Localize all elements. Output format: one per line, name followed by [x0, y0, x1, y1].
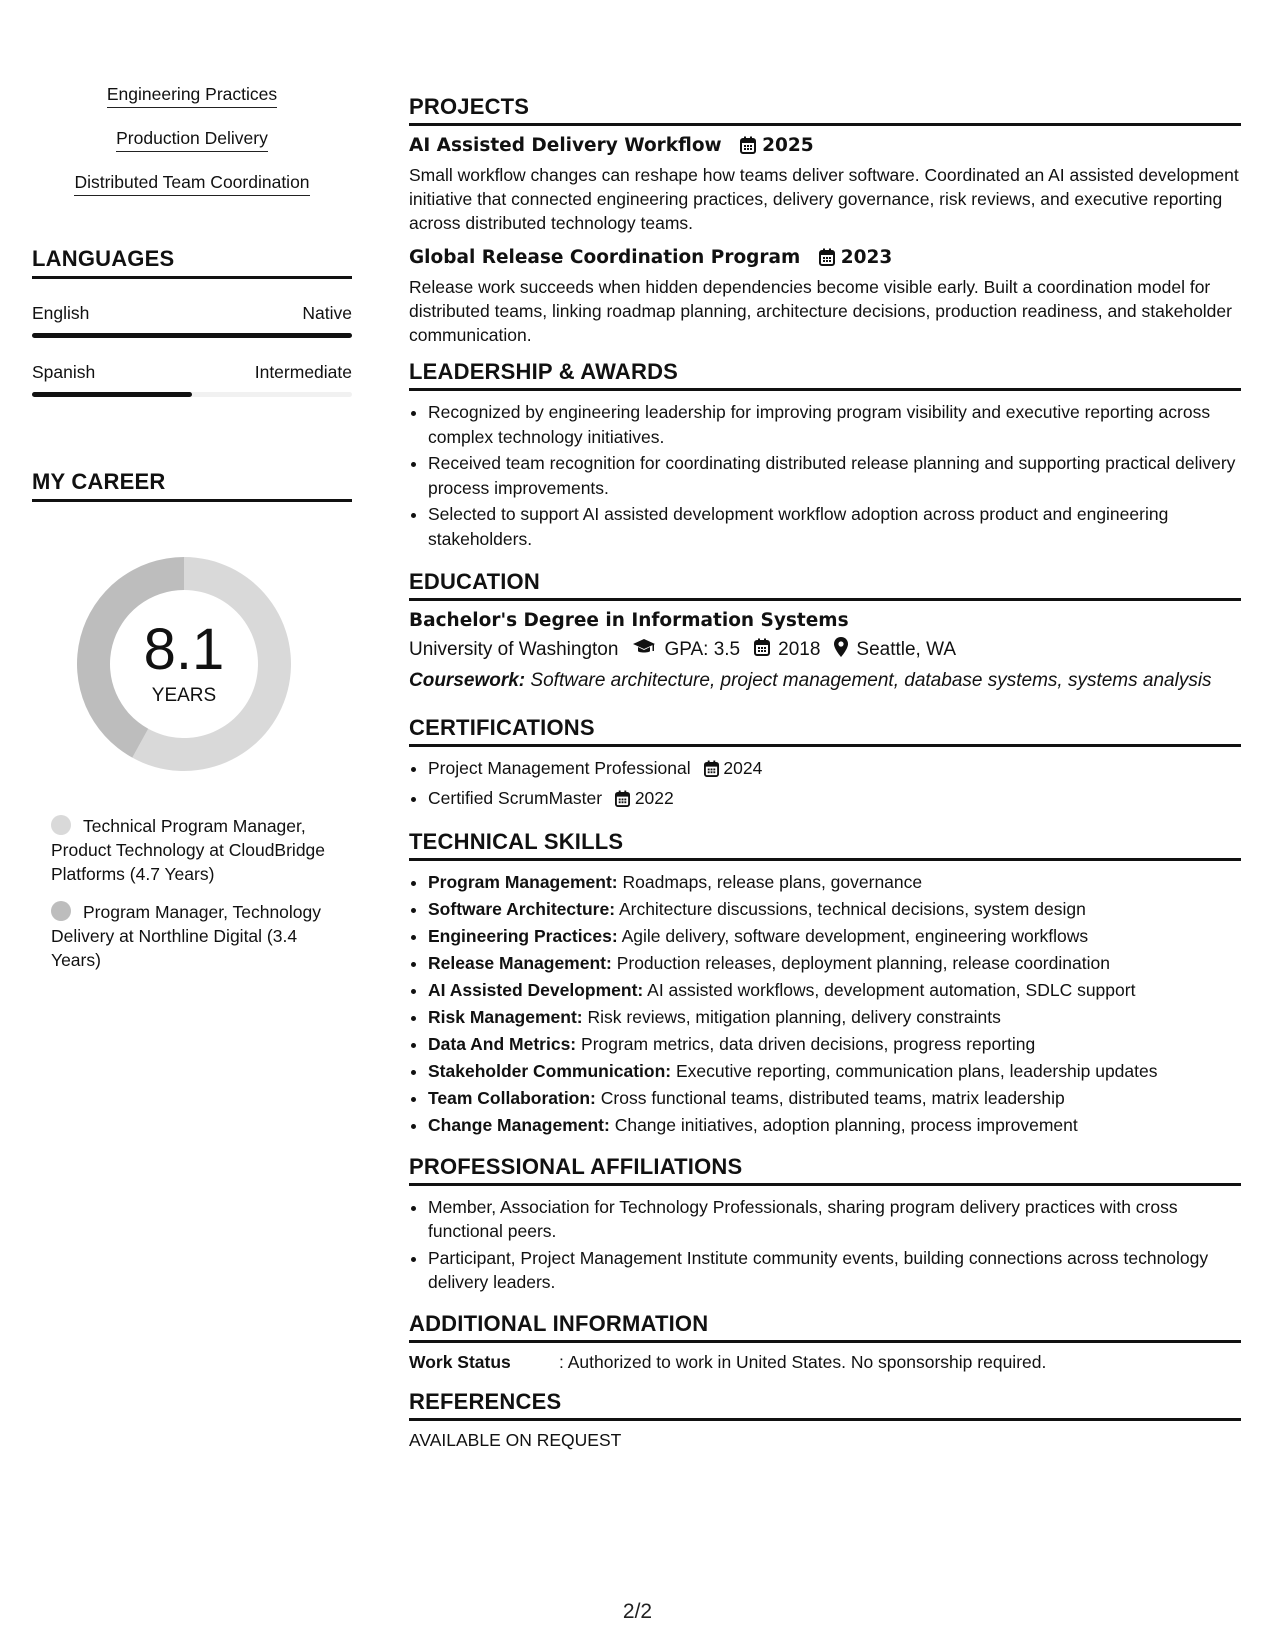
project-item — [409, 247, 1241, 347]
list-item — [428, 1032, 1241, 1057]
page-number: 2/2 — [622, 1600, 653, 1623]
calendar-icon — [704, 759, 719, 784]
education-section — [409, 569, 1241, 693]
career-center-label — [64, 544, 304, 784]
career-legend — [51, 814, 336, 972]
certification-name: Certified ScrumMaster — [428, 787, 603, 808]
language-item — [32, 303, 352, 338]
calendar-icon — [615, 789, 630, 814]
languages-section — [32, 246, 352, 397]
skill-value: Cross functional teams, distributed teams, matrix leadership — [600, 1088, 1065, 1108]
legend-dot — [51, 815, 71, 835]
language-name: Spanish — [32, 362, 96, 382]
interest-item: Distributed Team Coordination — [74, 172, 309, 196]
list-item — [428, 1005, 1241, 1030]
skill-label: Software Architecture: — [428, 899, 616, 919]
skill-label: Stakeholder Communication: — [428, 1061, 672, 1081]
left-column — [32, 84, 352, 986]
list-item — [428, 897, 1241, 922]
list-item — [428, 1086, 1241, 1111]
education-title: EDUCATION — [409, 569, 1241, 601]
education-coursework — [409, 669, 1241, 693]
education-meta — [409, 637, 1241, 663]
skill-value: Roadmaps, release plans, governance — [622, 872, 923, 892]
location-pin-icon — [834, 637, 848, 663]
certifications-title: CERTIFICATIONS — [409, 715, 1241, 747]
affiliations-section — [409, 1154, 1241, 1295]
skill-label: Change Management: — [428, 1115, 610, 1135]
list-item: • Participant, Project Management Institute community events, building connections across technology delivery leaders. — [428, 1246, 1241, 1295]
projects-title: PROJECTS — [409, 94, 1241, 126]
language-bar-fill — [32, 333, 352, 338]
leadership-section — [409, 359, 1241, 551]
skill-label: Engineering Practices: — [428, 926, 618, 946]
leadership-list — [409, 400, 1241, 551]
references-section — [409, 1389, 1241, 1451]
skill-value: Risk reviews, mitigation planning, delivery constraints — [587, 1007, 1001, 1027]
career-title: MY CAREER — [32, 469, 352, 502]
education-location: Seattle, WA — [856, 639, 957, 660]
skills-section — [409, 829, 1241, 1138]
list-item: • Member, Association for Technology Professionals, sharing program delivery practices with cross functional peers. — [428, 1195, 1241, 1244]
legend-item — [51, 900, 336, 972]
career-donut-chart — [64, 544, 304, 784]
references-title: REFERENCES — [409, 1389, 1241, 1421]
calendar-icon — [754, 638, 770, 662]
list-item — [428, 756, 1241, 784]
skill-label: Program Management: — [428, 872, 618, 892]
skill-value: Executive reporting, communication plans, leadership updates — [675, 1061, 1158, 1081]
language-name: English — [32, 303, 90, 323]
education-gpa: GPA: 3.5 — [664, 639, 741, 660]
education-school: University of Washington — [409, 639, 619, 660]
certifications-section — [409, 715, 1241, 813]
graduation-cap-icon — [632, 638, 656, 662]
certification-name: Project Management Professional — [428, 758, 691, 778]
coursework-text: Software architecture, project management, database systems, systems analysis — [530, 670, 1212, 691]
languages-title: LANGUAGES — [32, 246, 352, 279]
list-item — [428, 1059, 1241, 1084]
project-description: Small workflow changes can reshape how teams deliver software. Coordinated an AI assisted development initiative that connected engineering practices, delivery governance, risk reviews, and executive reporting across distributed technology teams. — [409, 165, 1239, 233]
list-item — [428, 786, 1241, 814]
project-year: 2023 — [840, 247, 893, 268]
additional-section — [409, 1311, 1241, 1373]
work-status-key: Work Status — [409, 1351, 511, 1372]
skill-value: Change initiatives, adoption planning, process improvement — [614, 1115, 1078, 1135]
legend-label: Technical Program Manager, Product Technology at CloudBridge Platforms (4.7 Years) — [51, 816, 326, 884]
skill-label: Data And Metrics: — [428, 1034, 577, 1054]
skill-value: Program metrics, data driven decisions, progress reporting — [581, 1034, 1036, 1054]
right-column — [409, 94, 1241, 1463]
skill-value: Production releases, deployment planning, release coordination — [616, 953, 1110, 973]
career-section — [32, 469, 352, 972]
skill-label: AI Assisted Development: — [428, 980, 644, 1000]
projects-section — [409, 94, 1241, 347]
affiliations-list — [409, 1195, 1241, 1295]
project-name: AI Assisted Delivery Workflow — [409, 135, 722, 156]
list-item: • Received team recognition for coordinating distributed release planning and supporting practical delivery process improvements. — [428, 451, 1241, 500]
references-text: AVAILABLE ON REQUEST — [409, 1429, 622, 1450]
affiliations-title: PROFESSIONAL AFFILIATIONS — [409, 1154, 1241, 1186]
list-item — [428, 951, 1241, 976]
list-item — [428, 870, 1241, 895]
skills-title: TECHNICAL SKILLS — [409, 829, 1241, 861]
list-item — [428, 924, 1241, 949]
skill-value: Agile delivery, software development, engineering workflows — [621, 926, 1089, 946]
legend-label: Program Manager, Technology Delivery at Northline Digital (3.4 Years) — [51, 902, 322, 970]
interest-item: Production Delivery — [116, 128, 268, 152]
language-level: Native — [302, 303, 352, 323]
language-bar-track — [32, 333, 352, 338]
calendar-icon — [819, 248, 835, 271]
project-description: Release work succeeds when hidden dependencies become visible early. Built a coordination model for distributed teams, linking roadmap planning, architecture decisions, production readiness, and stakeholder communication. — [409, 277, 1232, 345]
certification-year: 2024 — [723, 758, 763, 778]
calendar-icon — [740, 136, 756, 159]
legend-item — [51, 814, 336, 886]
skill-label: Team Collaboration: — [428, 1088, 596, 1108]
language-item — [32, 362, 352, 397]
list-item: • Selected to support AI assisted development workflow adoption across product and engineering stakeholders. — [428, 502, 1241, 551]
skill-value: Architecture discussions, technical decisions, system design — [618, 899, 1086, 919]
project-item — [409, 135, 1241, 235]
career-total: 8.1 — [143, 617, 225, 682]
work-status-row — [409, 1352, 1241, 1373]
certifications-list — [409, 756, 1241, 813]
skill-value: AI assisted workflows, development automation, SDLC support — [647, 980, 1136, 1000]
interests-list — [32, 84, 352, 216]
skill-label: Risk Management: — [428, 1007, 583, 1027]
skills-list — [409, 870, 1241, 1138]
interest-item: Engineering Practices — [107, 84, 277, 108]
language-level: Intermediate — [254, 362, 352, 382]
coursework-label: Coursework: — [409, 670, 526, 691]
education-degree: Bachelor's Degree in Information Systems — [409, 610, 849, 631]
career-unit: YEARS — [151, 685, 217, 706]
additional-title: ADDITIONAL INFORMATION — [409, 1311, 1241, 1343]
list-item: • Recognized by engineering leadership for improving program visibility and executive reporting across complex technology initiatives. — [428, 400, 1241, 449]
project-year: 2025 — [762, 135, 814, 156]
work-status-value: : Authorized to work in United States. No sponsorship required. — [559, 1351, 1047, 1372]
legend-dot — [51, 901, 71, 921]
language-bar-fill — [32, 392, 192, 397]
project-name: Global Release Coordination Program — [409, 247, 801, 268]
certification-year: 2022 — [634, 787, 674, 808]
list-item — [428, 1113, 1241, 1138]
education-year: 2018 — [778, 639, 821, 660]
leadership-title: LEADERSHIP & AWARDS — [409, 359, 1241, 391]
list-item — [428, 978, 1241, 1003]
skill-label: Release Management: — [428, 953, 612, 973]
language-bar-track — [32, 392, 352, 397]
